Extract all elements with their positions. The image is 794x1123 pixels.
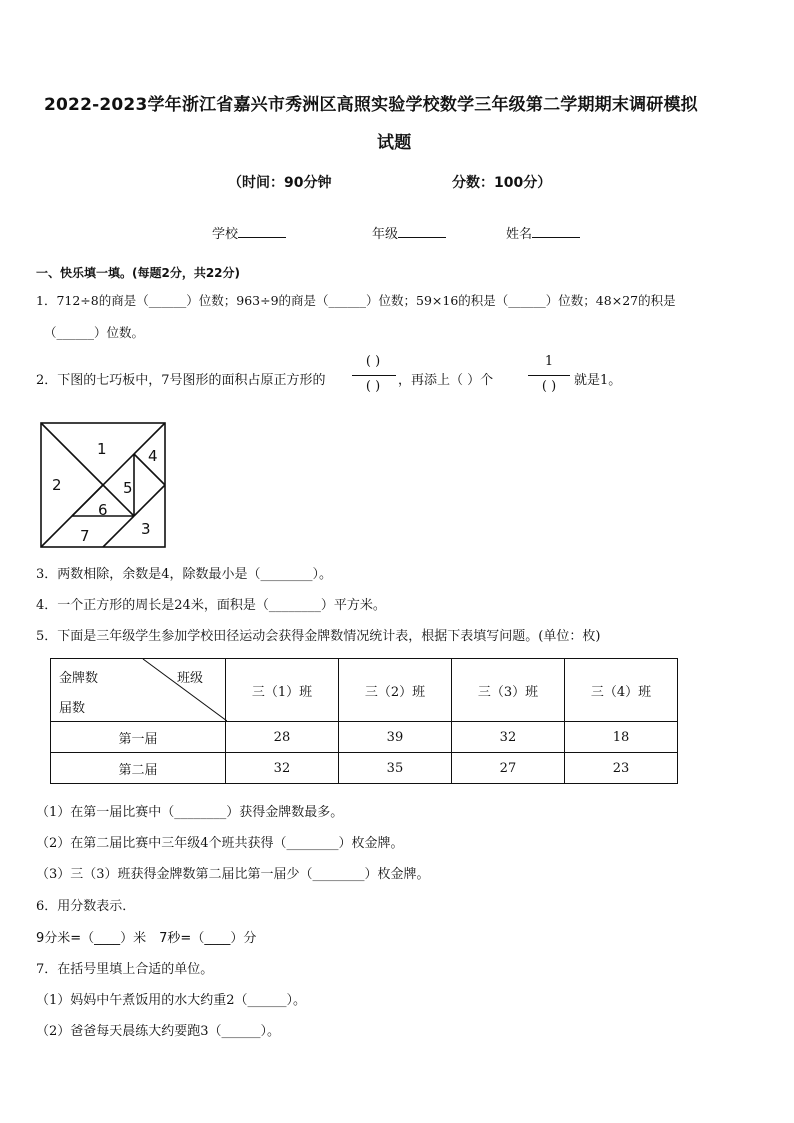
question-1-line1: 1．712÷8的商是（______）位数；963÷9的商是（______）位数；59×16的积是（______）位数；48×27的积是	[36, 293, 676, 308]
table-corner-cell	[51, 659, 226, 722]
table-cell: 18	[564, 722, 677, 753]
name-blank[interactable]	[532, 224, 580, 238]
question-7-sub2: （2）爸爸每天晨练大约要跑3（______）。	[36, 1024, 281, 1039]
table-cell: 39	[338, 722, 451, 753]
tangram-label-6: 6	[98, 501, 108, 519]
section-heading: 一、快乐填一填。(每题2分，共22分)	[36, 266, 241, 280]
question-6-line: 9分米=（____）米 7秒=（____）分	[36, 931, 257, 946]
grade-field[interactable]	[372, 223, 446, 242]
table-cell: 32	[225, 753, 338, 784]
school-blank[interactable]	[238, 224, 286, 238]
column-header: 三（3）班	[451, 659, 564, 722]
tangram-label-5: 5	[123, 479, 133, 497]
table-row	[51, 722, 678, 753]
medal-table	[50, 658, 678, 784]
table-cell: 35	[338, 753, 451, 784]
fraction-1-denominator: ( )	[365, 379, 381, 394]
question-3: 3．两数相除，余数是4，除数最小是（________）。	[36, 567, 333, 582]
question-7: 7．在括号里填上合适的单位。	[36, 962, 214, 977]
fraction-1-bar	[352, 375, 396, 376]
grade-label: 年级	[372, 227, 399, 242]
tangram-label-2: 2	[52, 476, 62, 494]
question-4: 4．一个正方形的周长是24米，面积是（________）平方米。	[36, 598, 386, 613]
tangram-figure	[40, 422, 166, 548]
page-title-line1: 2022-2023学年浙江省嘉兴市秀洲区高照实验学校数学三年级第二学期期末调研模拟	[44, 95, 698, 115]
question-5-sub1: （1）在第一届比赛中（________）获得金牌数最多。	[36, 805, 344, 820]
fraction-2-bar	[528, 375, 570, 376]
table-cell: 32	[451, 722, 564, 753]
exam-time: （时间：90分钟	[228, 175, 332, 191]
question-5: 5．下面是三年级学生参加学校田径运动会获得金牌数情况统计表，根据下表填写问题。(单位：枚)	[36, 629, 601, 644]
corner-label-medals: 金牌数	[59, 671, 99, 686]
table-row	[51, 753, 678, 784]
school-field[interactable]	[212, 223, 286, 242]
question-5-sub3: （3）三（3）班获得金牌数第二届比第一届少（________）枚金牌。	[36, 867, 430, 882]
exam-score: 分数：100分）	[452, 175, 552, 191]
corner-label-class: 班级	[177, 671, 204, 686]
question-2-text-c: 就是1。	[574, 373, 622, 388]
name-field[interactable]	[506, 223, 580, 242]
column-header: 三（4）班	[564, 659, 677, 722]
table-header-row	[51, 659, 678, 722]
table-cell: 27	[451, 753, 564, 784]
question-7-sub1: （1）妈妈中午煮饭用的水大约重2（______）。	[36, 993, 307, 1008]
tangram-label-3: 3	[141, 520, 151, 538]
question-1-line2: （______）位数。	[44, 325, 145, 340]
row-label: 第一届	[51, 722, 226, 753]
column-header: 三（1）班	[225, 659, 338, 722]
grade-blank[interactable]	[398, 224, 446, 238]
fraction-2-denominator: ( )	[541, 379, 557, 394]
page-title-line2: 试题	[377, 133, 412, 153]
table-cell: 23	[564, 753, 677, 784]
tangram-label-7: 7	[80, 527, 90, 545]
table-cell: 28	[225, 722, 338, 753]
school-label: 学校	[212, 227, 239, 242]
question-2-text-a: 2．下图的七巧板中，7号图形的面积占原正方形的	[36, 373, 326, 388]
name-label: 姓名	[506, 227, 533, 242]
tangram-label-1: 1	[97, 440, 107, 458]
row-label: 第二届	[51, 753, 226, 784]
corner-label-session: 届数	[59, 701, 86, 716]
question-6: 6．用分数表示．	[36, 899, 136, 914]
fraction-2-numerator: 1	[544, 354, 554, 369]
column-header: 三（2）班	[338, 659, 451, 722]
question-5-sub2: （2）在第二届比赛中三年级4个班共获得（________）枚金牌。	[36, 836, 404, 851]
question-2-text-b: ，再添上（ ）个	[398, 373, 494, 388]
tangram-label-4: 4	[148, 447, 158, 465]
fraction-1-numerator: ( )	[365, 354, 381, 369]
